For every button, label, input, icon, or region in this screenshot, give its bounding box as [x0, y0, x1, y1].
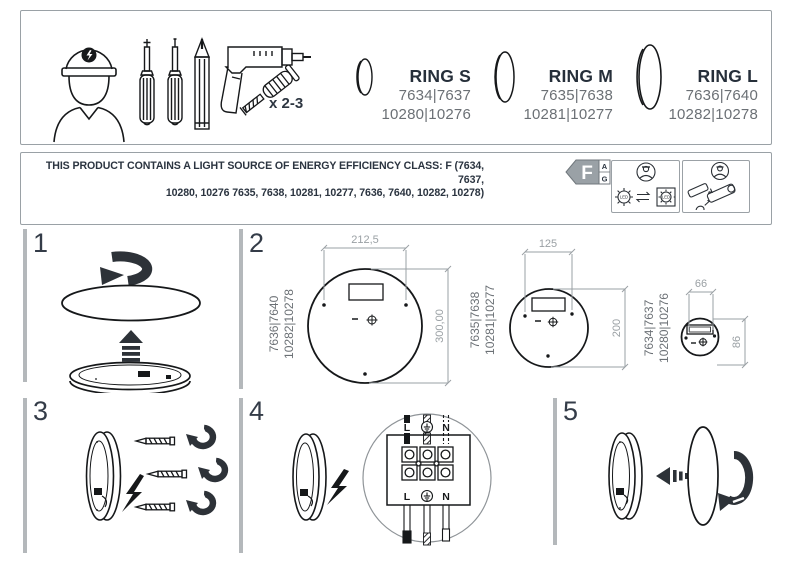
step5-number: 5 [563, 396, 579, 426]
svg-text:66: 66 [694, 278, 708, 290]
earth-symbol-bottom [422, 491, 433, 502]
arrow-up-icon [119, 330, 143, 362]
led-label-2: LED [661, 194, 671, 200]
terminal-n-top: N [442, 422, 450, 434]
arrow-left-icon [656, 467, 689, 485]
plug-quantity-label: x 2-3 [269, 95, 304, 112]
svg-text:10280|10276: 10280|10276 [657, 293, 671, 363]
step3-number: 3 [33, 396, 49, 426]
svg-text:86: 86 [731, 335, 743, 349]
step5-illustration [560, 405, 775, 555]
step3-illustration [40, 408, 250, 553]
product-codes-row1: 7634|7637 [398, 87, 471, 104]
svg-text:7635|7638: 7635|7638 [468, 291, 482, 349]
product-codes-row2: 10282|10278 [668, 106, 758, 123]
product-codes-row1: 7635|7638 [540, 87, 613, 104]
ring-m-dimension-drawing [468, 238, 628, 370]
energy-scale-bottom: G [601, 174, 608, 184]
energy-class-letter: F [581, 163, 593, 184]
step3-bar [23, 398, 27, 553]
screwing-rotation-icons [186, 427, 225, 512]
svg-text:300,00: 300,00 [434, 309, 446, 343]
ring-l-block [648, 66, 758, 124]
mounting-base-side [609, 433, 642, 519]
terminal-n-bottom: N [442, 491, 450, 503]
step1-number: 1 [33, 228, 49, 258]
diffuser-cover [688, 427, 718, 525]
terminal-l-bottom: L [403, 491, 411, 503]
earth-symbol-top [422, 422, 433, 433]
led-replaceable-icon [613, 161, 677, 210]
header-box [20, 10, 772, 145]
diffuser-cover [62, 286, 200, 321]
energy-class-label [565, 159, 611, 185]
mounting-base [70, 363, 190, 394]
product-name: RING M [548, 66, 613, 86]
svg-text:212,5: 212,5 [351, 234, 379, 246]
rotate-arrow-icon [100, 254, 166, 285]
step4-illustration [250, 405, 550, 555]
screw-icons [136, 437, 187, 511]
svg-text:125: 125 [538, 238, 558, 250]
product-codes-row2: 10281|10277 [523, 106, 613, 123]
energy-notice-line2: 10280, 10276 7635, 7638, 10281, 10277, 7636, 7640, 10282, 10278) [165, 187, 484, 199]
wall-plug-icon [233, 53, 313, 123]
step4-bar [239, 398, 243, 553]
svg-text:200: 200 [611, 318, 623, 338]
gear-replaceable-icon [684, 161, 746, 210]
product-codes-row2: 10280|10276 [381, 106, 471, 123]
step1-bar [23, 229, 27, 382]
step2-dimension-drawings [245, 228, 773, 390]
ring-s-block [361, 66, 471, 124]
ring-m-block [503, 66, 613, 124]
step2-number: 2 [249, 228, 265, 258]
electrician-icon [51, 33, 127, 143]
product-name: RING L [697, 66, 758, 86]
energy-notice-line1: THIS PRODUCT CONTAINS A LIGHT SOURCE OF ENERGY EFFICIENCY CLASS: F (7634, 7637, [45, 160, 484, 186]
mounting-base-side [293, 434, 326, 520]
energy-notice-text [40, 160, 484, 201]
product-name: RING S [409, 66, 471, 86]
mounting-base-side [87, 432, 121, 520]
step5-bar [553, 398, 557, 545]
svg-text:7636|7640: 7636|7640 [267, 295, 281, 353]
energy-scale-top: A [601, 162, 608, 171]
svg-text:10281|10277: 10281|10277 [483, 285, 497, 355]
svg-text:7634|7637: 7634|7637 [642, 299, 656, 357]
led-label: LED [619, 194, 629, 200]
svg-text:10282|10278: 10282|10278 [282, 289, 296, 359]
step2-bar [239, 229, 243, 389]
ring-s-dimension-drawing [642, 278, 748, 368]
product-codes-row1: 7636|7640 [685, 87, 758, 104]
ring-l-dimension-drawing [267, 234, 451, 386]
step1-illustration [40, 233, 240, 393]
lightning-icon [327, 469, 349, 505]
step4-number: 4 [249, 396, 265, 426]
terminal-l-top: L [403, 422, 411, 434]
rotate-arrow-icon [718, 455, 749, 511]
